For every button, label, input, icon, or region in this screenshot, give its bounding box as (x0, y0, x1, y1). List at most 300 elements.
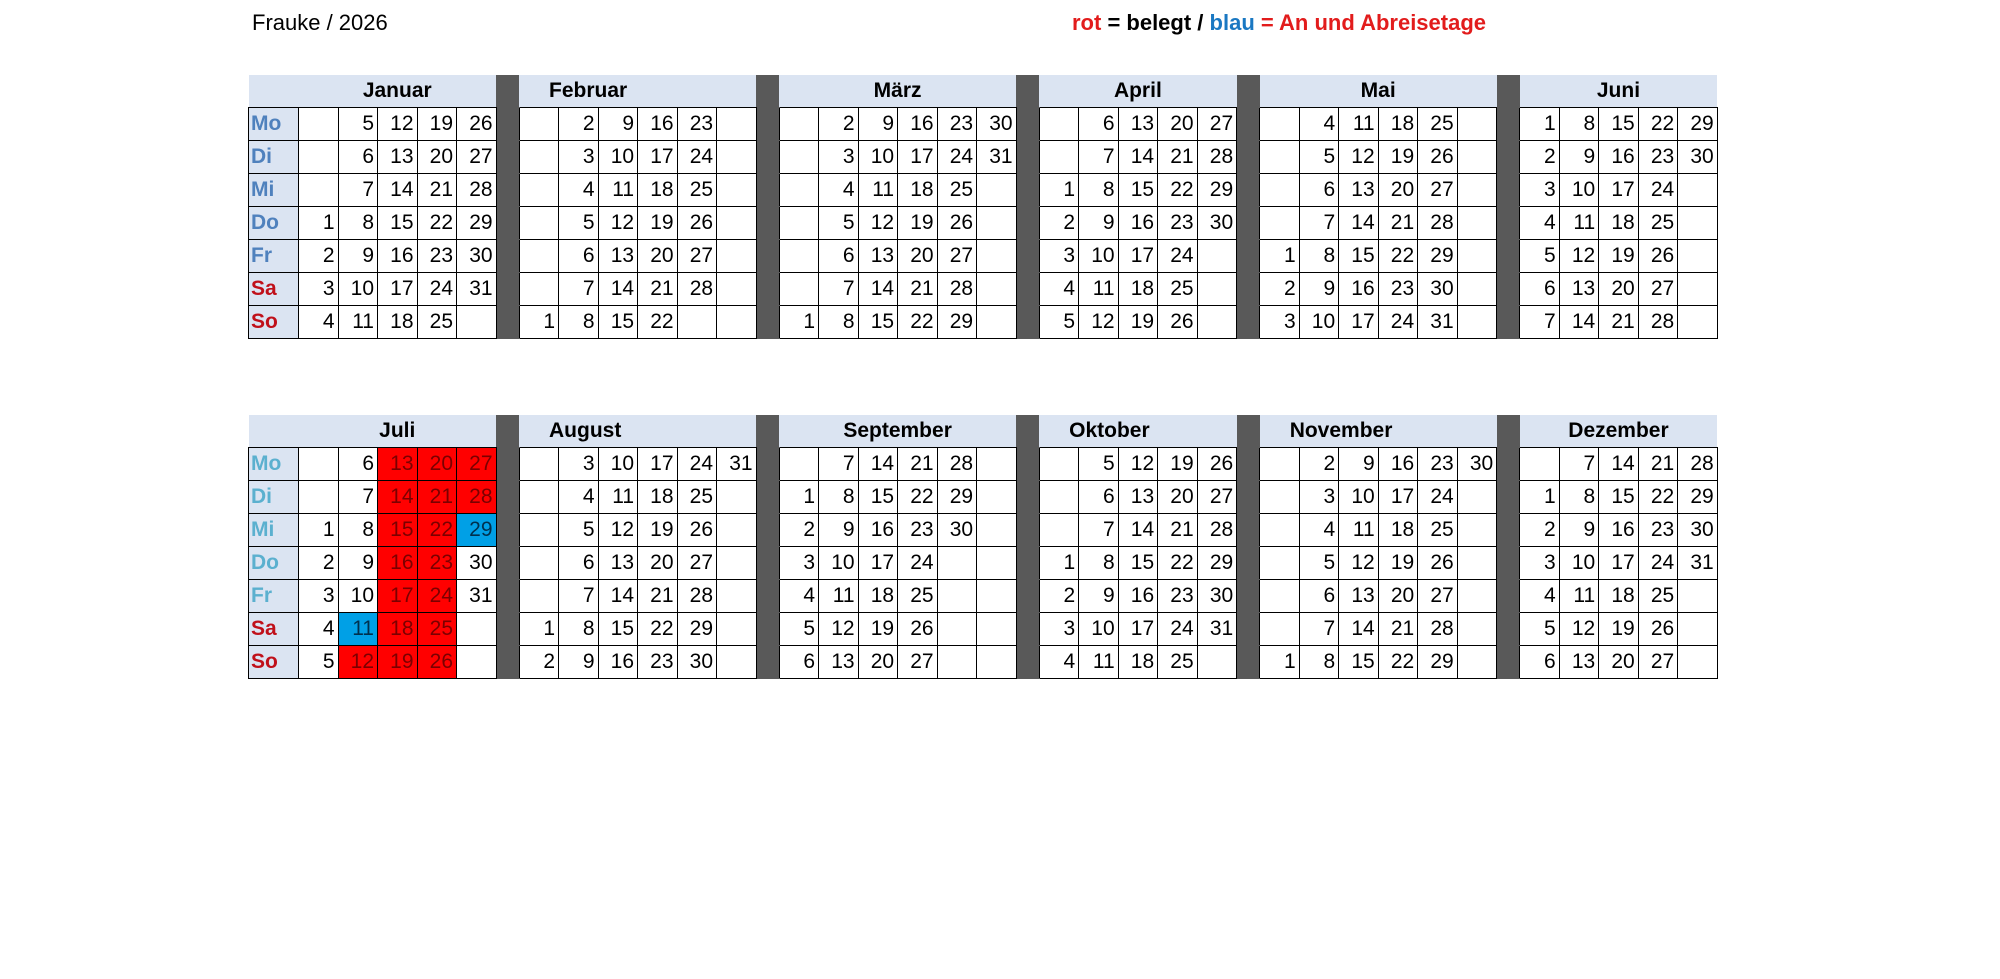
day-cell[interactable]: 4 (1520, 206, 1560, 239)
day-cell[interactable]: 20 (417, 140, 457, 173)
day-cell[interactable]: 25 (677, 173, 717, 206)
day-cell[interactable]: 7 (819, 447, 859, 480)
day-cell[interactable]: 18 (1118, 272, 1158, 305)
day-cell[interactable]: 27 (1418, 579, 1458, 612)
day-cell[interactable]: 2 (779, 513, 819, 546)
day-cell[interactable]: 20 (1158, 107, 1198, 140)
day-cell[interactable]: 26 (677, 206, 717, 239)
day-cell[interactable]: 21 (1378, 612, 1418, 645)
day-cell[interactable]: 10 (1299, 305, 1339, 338)
day-cell[interactable]: 12 (598, 206, 638, 239)
day-cell[interactable]: 21 (1599, 305, 1639, 338)
day-cell[interactable]: 26 (1197, 447, 1237, 480)
day-cell[interactable]: 5 (1299, 546, 1339, 579)
day-cell[interactable]: 13 (1118, 480, 1158, 513)
day-cell[interactable]: 2 (299, 239, 339, 272)
day-cell[interactable]: 4 (559, 480, 599, 513)
day-cell[interactable]: 28 (1418, 206, 1458, 239)
day-cell[interactable]: 12 (858, 206, 898, 239)
day-cell[interactable]: 11 (338, 305, 378, 338)
day-cell[interactable]: 23 (937, 107, 977, 140)
day-cell[interactable]: 23 (1378, 272, 1418, 305)
day-cell[interactable]: 1 (299, 206, 339, 239)
day-cell[interactable]: 30 (1197, 579, 1237, 612)
day-cell[interactable]: 20 (898, 239, 938, 272)
day-cell[interactable]: 18 (638, 480, 678, 513)
day-cell[interactable]: 5 (1299, 140, 1339, 173)
day-cell[interactable]: 17 (1599, 173, 1639, 206)
day-cell[interactable]: 25 (1638, 579, 1678, 612)
day-cell[interactable]: 6 (338, 140, 378, 173)
day-cell[interactable]: 24 (1418, 480, 1458, 513)
day-cell[interactable]: 6 (559, 239, 599, 272)
day-cell[interactable]: 8 (819, 480, 859, 513)
day-cell[interactable]: 17 (898, 140, 938, 173)
day-cell[interactable]: 24 (677, 140, 717, 173)
day-cell[interactable]: 7 (1520, 305, 1560, 338)
day-cell[interactable]: 9 (559, 645, 599, 678)
day-cell[interactable]: 26 (1418, 140, 1458, 173)
day-cell[interactable]: 23 (638, 645, 678, 678)
day-cell[interactable]: 14 (1339, 612, 1379, 645)
day-cell[interactable]: 16 (1599, 513, 1639, 546)
day-cell[interactable]: 2 (1260, 272, 1300, 305)
day-cell[interactable]: 23 (417, 239, 457, 272)
day-cell[interactable]: 20 (638, 239, 678, 272)
day-cell[interactable]: 23 (1158, 579, 1198, 612)
day-cell[interactable]: 5 (559, 513, 599, 546)
day-cell[interactable]: 3 (559, 140, 599, 173)
day-cell[interactable]: 26 (1638, 239, 1678, 272)
day-cell[interactable]: 19 (1158, 447, 1198, 480)
day-cell[interactable]: 17 (1378, 480, 1418, 513)
day-cell[interactable]: 10 (1339, 480, 1379, 513)
day-cell[interactable]: 7 (819, 272, 859, 305)
day-cell[interactable]: 29 (457, 513, 497, 546)
day-cell[interactable]: 24 (417, 272, 457, 305)
day-cell[interactable]: 8 (1079, 546, 1119, 579)
day-cell[interactable]: 3 (819, 140, 859, 173)
day-cell[interactable]: 3 (1260, 305, 1300, 338)
day-cell[interactable]: 18 (378, 305, 418, 338)
day-cell[interactable]: 14 (1118, 140, 1158, 173)
day-cell[interactable]: 15 (378, 206, 418, 239)
day-cell[interactable]: 7 (1079, 140, 1119, 173)
day-cell[interactable]: 25 (1418, 513, 1458, 546)
day-cell[interactable]: 11 (1079, 645, 1119, 678)
day-cell[interactable]: 21 (898, 272, 938, 305)
day-cell[interactable]: 3 (1039, 239, 1079, 272)
day-cell[interactable]: 7 (1299, 206, 1339, 239)
day-cell[interactable]: 17 (638, 447, 678, 480)
day-cell[interactable]: 26 (417, 645, 457, 678)
day-cell[interactable]: 12 (819, 612, 859, 645)
day-cell[interactable]: 30 (1418, 272, 1458, 305)
day-cell[interactable]: 27 (1638, 645, 1678, 678)
day-cell[interactable]: 27 (457, 140, 497, 173)
day-cell[interactable]: 26 (677, 513, 717, 546)
day-cell[interactable]: 7 (1079, 513, 1119, 546)
day-cell[interactable]: 14 (858, 272, 898, 305)
day-cell[interactable]: 5 (819, 206, 859, 239)
day-cell[interactable]: 17 (1339, 305, 1379, 338)
day-cell[interactable]: 17 (378, 272, 418, 305)
day-cell[interactable]: 11 (819, 579, 859, 612)
day-cell[interactable]: 27 (1197, 480, 1237, 513)
day-cell[interactable]: 26 (1638, 612, 1678, 645)
day-cell[interactable]: 1 (299, 513, 339, 546)
day-cell[interactable]: 28 (1638, 305, 1678, 338)
day-cell[interactable]: 28 (1418, 612, 1458, 645)
day-cell[interactable]: 13 (819, 645, 859, 678)
day-cell[interactable]: 24 (937, 140, 977, 173)
day-cell[interactable]: 21 (1158, 513, 1198, 546)
day-cell[interactable]: 5 (1079, 447, 1119, 480)
day-cell[interactable]: 2 (1039, 206, 1079, 239)
day-cell[interactable]: 3 (299, 272, 339, 305)
day-cell[interactable]: 5 (1520, 612, 1560, 645)
day-cell[interactable]: 22 (1378, 239, 1418, 272)
day-cell[interactable]: 8 (559, 305, 599, 338)
day-cell[interactable]: 13 (598, 239, 638, 272)
day-cell[interactable]: 19 (638, 206, 678, 239)
day-cell[interactable]: 10 (598, 140, 638, 173)
day-cell[interactable]: 10 (858, 140, 898, 173)
day-cell[interactable]: 8 (1299, 239, 1339, 272)
day-cell[interactable]: 18 (1599, 579, 1639, 612)
day-cell[interactable]: 3 (1039, 612, 1079, 645)
day-cell[interactable]: 8 (1559, 480, 1599, 513)
day-cell[interactable]: 24 (1158, 239, 1198, 272)
day-cell[interactable]: 12 (1559, 239, 1599, 272)
day-cell[interactable]: 5 (779, 612, 819, 645)
day-cell[interactable]: 30 (1457, 447, 1497, 480)
day-cell[interactable]: 4 (1299, 513, 1339, 546)
day-cell[interactable]: 2 (1520, 513, 1560, 546)
day-cell[interactable]: 28 (1197, 140, 1237, 173)
day-cell[interactable]: 14 (598, 272, 638, 305)
day-cell[interactable]: 3 (1299, 480, 1339, 513)
day-cell[interactable]: 29 (1678, 480, 1718, 513)
day-cell[interactable]: 17 (858, 546, 898, 579)
day-cell[interactable]: 22 (1638, 107, 1678, 140)
day-cell[interactable]: 10 (1079, 612, 1119, 645)
day-cell[interactable]: 25 (417, 612, 457, 645)
day-cell[interactable]: 16 (1118, 206, 1158, 239)
day-cell[interactable]: 9 (1559, 140, 1599, 173)
day-cell[interactable]: 31 (1197, 612, 1237, 645)
day-cell[interactable]: 8 (1079, 173, 1119, 206)
day-cell[interactable]: 27 (898, 645, 938, 678)
day-cell[interactable]: 9 (1299, 272, 1339, 305)
day-cell[interactable]: 13 (1339, 173, 1379, 206)
day-cell[interactable]: 13 (378, 140, 418, 173)
day-cell[interactable]: 9 (1079, 206, 1119, 239)
day-cell[interactable]: 31 (457, 272, 497, 305)
day-cell[interactable]: 31 (977, 140, 1017, 173)
day-cell[interactable]: 10 (1559, 546, 1599, 579)
day-cell[interactable]: 4 (1299, 107, 1339, 140)
day-cell[interactable]: 5 (338, 107, 378, 140)
day-cell[interactable]: 11 (598, 173, 638, 206)
day-cell[interactable]: 19 (1378, 140, 1418, 173)
day-cell[interactable]: 1 (1260, 239, 1300, 272)
day-cell[interactable]: 29 (1418, 645, 1458, 678)
day-cell[interactable]: 22 (1158, 173, 1198, 206)
day-cell[interactable]: 2 (1520, 140, 1560, 173)
day-cell[interactable]: 25 (1418, 107, 1458, 140)
day-cell[interactable]: 11 (1559, 206, 1599, 239)
day-cell[interactable]: 26 (457, 107, 497, 140)
day-cell[interactable]: 13 (1559, 272, 1599, 305)
day-cell[interactable]: 31 (1678, 546, 1718, 579)
day-cell[interactable]: 26 (1158, 305, 1198, 338)
day-cell[interactable]: 22 (638, 612, 678, 645)
day-cell[interactable]: 12 (1118, 447, 1158, 480)
day-cell[interactable]: 26 (898, 612, 938, 645)
day-cell[interactable]: 19 (1118, 305, 1158, 338)
day-cell[interactable]: 28 (1197, 513, 1237, 546)
day-cell[interactable]: 9 (338, 239, 378, 272)
day-cell[interactable]: 17 (638, 140, 678, 173)
day-cell[interactable]: 18 (1378, 107, 1418, 140)
day-cell[interactable]: 29 (937, 480, 977, 513)
day-cell[interactable]: 28 (937, 447, 977, 480)
day-cell[interactable]: 15 (1339, 239, 1379, 272)
day-cell[interactable]: 3 (299, 579, 339, 612)
day-cell[interactable]: 31 (1418, 305, 1458, 338)
day-cell[interactable]: 14 (378, 480, 418, 513)
day-cell[interactable]: 14 (598, 579, 638, 612)
day-cell[interactable]: 20 (417, 447, 457, 480)
day-cell[interactable]: 9 (598, 107, 638, 140)
day-cell[interactable]: 16 (378, 546, 418, 579)
day-cell[interactable]: 11 (858, 173, 898, 206)
day-cell[interactable]: 8 (559, 612, 599, 645)
day-cell[interactable]: 15 (1339, 645, 1379, 678)
day-cell[interactable]: 11 (1559, 579, 1599, 612)
day-cell[interactable]: 24 (1638, 546, 1678, 579)
day-cell[interactable]: 3 (779, 546, 819, 579)
day-cell[interactable]: 12 (1559, 612, 1599, 645)
day-cell[interactable]: 4 (1039, 272, 1079, 305)
day-cell[interactable]: 16 (598, 645, 638, 678)
day-cell[interactable]: 15 (378, 513, 418, 546)
day-cell[interactable]: 30 (457, 546, 497, 579)
day-cell[interactable]: 7 (559, 579, 599, 612)
day-cell[interactable]: 10 (819, 546, 859, 579)
day-cell[interactable]: 12 (598, 513, 638, 546)
day-cell[interactable]: 6 (1079, 480, 1119, 513)
day-cell[interactable]: 27 (677, 546, 717, 579)
day-cell[interactable]: 4 (779, 579, 819, 612)
day-cell[interactable]: 1 (779, 480, 819, 513)
day-cell[interactable]: 29 (1197, 173, 1237, 206)
day-cell[interactable]: 25 (1158, 645, 1198, 678)
day-cell[interactable]: 29 (677, 612, 717, 645)
day-cell[interactable]: 5 (1520, 239, 1560, 272)
day-cell[interactable]: 16 (1339, 272, 1379, 305)
day-cell[interactable]: 25 (1158, 272, 1198, 305)
day-cell[interactable]: 30 (937, 513, 977, 546)
day-cell[interactable]: 19 (417, 107, 457, 140)
day-cell[interactable]: 11 (1339, 513, 1379, 546)
day-cell[interactable]: 1 (1039, 546, 1079, 579)
day-cell[interactable]: 13 (1339, 579, 1379, 612)
day-cell[interactable]: 22 (898, 480, 938, 513)
day-cell[interactable]: 21 (417, 173, 457, 206)
day-cell[interactable]: 29 (1678, 107, 1718, 140)
day-cell[interactable]: 15 (1599, 107, 1639, 140)
day-cell[interactable]: 25 (1638, 206, 1678, 239)
day-cell[interactable]: 22 (1378, 645, 1418, 678)
day-cell[interactable]: 6 (559, 546, 599, 579)
day-cell[interactable]: 19 (378, 645, 418, 678)
day-cell[interactable]: 16 (1118, 579, 1158, 612)
day-cell[interactable]: 23 (677, 107, 717, 140)
day-cell[interactable]: 26 (1418, 546, 1458, 579)
day-cell[interactable]: 6 (819, 239, 859, 272)
day-cell[interactable]: 1 (1039, 173, 1079, 206)
day-cell[interactable]: 18 (858, 579, 898, 612)
day-cell[interactable]: 28 (457, 173, 497, 206)
day-cell[interactable]: 24 (898, 546, 938, 579)
day-cell[interactable]: 11 (1339, 107, 1379, 140)
day-cell[interactable]: 10 (338, 579, 378, 612)
day-cell[interactable]: 21 (898, 447, 938, 480)
day-cell[interactable]: 27 (1197, 107, 1237, 140)
day-cell[interactable]: 17 (1599, 546, 1639, 579)
day-cell[interactable]: 28 (677, 579, 717, 612)
day-cell[interactable]: 15 (858, 480, 898, 513)
day-cell[interactable]: 9 (1339, 447, 1379, 480)
day-cell[interactable]: 20 (638, 546, 678, 579)
day-cell[interactable]: 15 (1118, 173, 1158, 206)
day-cell[interactable]: 23 (1638, 140, 1678, 173)
day-cell[interactable]: 7 (1559, 447, 1599, 480)
day-cell[interactable]: 9 (858, 107, 898, 140)
day-cell[interactable]: 12 (1339, 140, 1379, 173)
day-cell[interactable]: 26 (937, 206, 977, 239)
day-cell[interactable]: 8 (1559, 107, 1599, 140)
day-cell[interactable]: 27 (1418, 173, 1458, 206)
day-cell[interactable]: 1 (779, 305, 819, 338)
day-cell[interactable]: 19 (1599, 612, 1639, 645)
day-cell[interactable]: 22 (417, 206, 457, 239)
day-cell[interactable]: 28 (457, 480, 497, 513)
day-cell[interactable]: 20 (858, 645, 898, 678)
day-cell[interactable]: 8 (1299, 645, 1339, 678)
day-cell[interactable]: 18 (1118, 645, 1158, 678)
day-cell[interactable]: 23 (1638, 513, 1678, 546)
day-cell[interactable]: 22 (417, 513, 457, 546)
day-cell[interactable]: 4 (299, 612, 339, 645)
day-cell[interactable]: 30 (977, 107, 1017, 140)
day-cell[interactable]: 31 (717, 447, 757, 480)
day-cell[interactable]: 21 (1378, 206, 1418, 239)
day-cell[interactable]: 21 (638, 272, 678, 305)
day-cell[interactable]: 27 (677, 239, 717, 272)
day-cell[interactable]: 21 (417, 480, 457, 513)
day-cell[interactable]: 4 (299, 305, 339, 338)
day-cell[interactable]: 4 (819, 173, 859, 206)
day-cell[interactable]: 18 (1599, 206, 1639, 239)
day-cell[interactable]: 17 (1118, 239, 1158, 272)
day-cell[interactable]: 22 (898, 305, 938, 338)
day-cell[interactable]: 13 (1559, 645, 1599, 678)
day-cell[interactable]: 14 (378, 173, 418, 206)
day-cell[interactable]: 11 (598, 480, 638, 513)
day-cell[interactable]: 21 (1638, 447, 1678, 480)
day-cell[interactable]: 6 (1079, 107, 1119, 140)
day-cell[interactable]: 23 (417, 546, 457, 579)
day-cell[interactable]: 1 (1520, 480, 1560, 513)
day-cell[interactable]: 3 (559, 447, 599, 480)
day-cell[interactable]: 13 (858, 239, 898, 272)
day-cell[interactable]: 1 (1260, 645, 1300, 678)
day-cell[interactable]: 24 (1158, 612, 1198, 645)
day-cell[interactable]: 4 (1039, 645, 1079, 678)
day-cell[interactable]: 27 (937, 239, 977, 272)
day-cell[interactable]: 17 (378, 579, 418, 612)
day-cell[interactable]: 19 (858, 612, 898, 645)
day-cell[interactable]: 9 (338, 546, 378, 579)
day-cell[interactable]: 18 (1378, 513, 1418, 546)
day-cell[interactable]: 16 (1599, 140, 1639, 173)
day-cell[interactable]: 5 (559, 206, 599, 239)
day-cell[interactable]: 1 (519, 305, 559, 338)
day-cell[interactable]: 7 (559, 272, 599, 305)
day-cell[interactable]: 30 (1197, 206, 1237, 239)
day-cell[interactable]: 13 (598, 546, 638, 579)
day-cell[interactable]: 16 (378, 239, 418, 272)
day-cell[interactable]: 22 (638, 305, 678, 338)
day-cell[interactable]: 10 (598, 447, 638, 480)
day-cell[interactable]: 14 (1118, 513, 1158, 546)
day-cell[interactable]: 9 (819, 513, 859, 546)
day-cell[interactable]: 24 (1638, 173, 1678, 206)
day-cell[interactable]: 14 (1599, 447, 1639, 480)
day-cell[interactable]: 16 (638, 107, 678, 140)
day-cell[interactable]: 25 (937, 173, 977, 206)
day-cell[interactable]: 7 (338, 480, 378, 513)
day-cell[interactable]: 31 (457, 579, 497, 612)
day-cell[interactable]: 16 (858, 513, 898, 546)
day-cell[interactable]: 29 (1418, 239, 1458, 272)
day-cell[interactable]: 25 (677, 480, 717, 513)
day-cell[interactable]: 22 (1158, 546, 1198, 579)
day-cell[interactable]: 11 (338, 612, 378, 645)
day-cell[interactable]: 20 (1599, 645, 1639, 678)
day-cell[interactable]: 19 (1378, 546, 1418, 579)
day-cell[interactable]: 1 (1520, 107, 1560, 140)
day-cell[interactable]: 15 (598, 305, 638, 338)
day-cell[interactable]: 15 (858, 305, 898, 338)
day-cell[interactable]: 12 (1079, 305, 1119, 338)
day-cell[interactable]: 2 (519, 645, 559, 678)
day-cell[interactable]: 17 (1118, 612, 1158, 645)
day-cell[interactable]: 24 (677, 447, 717, 480)
day-cell[interactable]: 5 (1039, 305, 1079, 338)
day-cell[interactable]: 23 (1158, 206, 1198, 239)
day-cell[interactable]: 2 (1039, 579, 1079, 612)
day-cell[interactable]: 15 (1599, 480, 1639, 513)
day-cell[interactable]: 8 (819, 305, 859, 338)
day-cell[interactable]: 9 (1079, 579, 1119, 612)
day-cell[interactable]: 7 (338, 173, 378, 206)
day-cell[interactable]: 15 (598, 612, 638, 645)
day-cell[interactable]: 28 (677, 272, 717, 305)
